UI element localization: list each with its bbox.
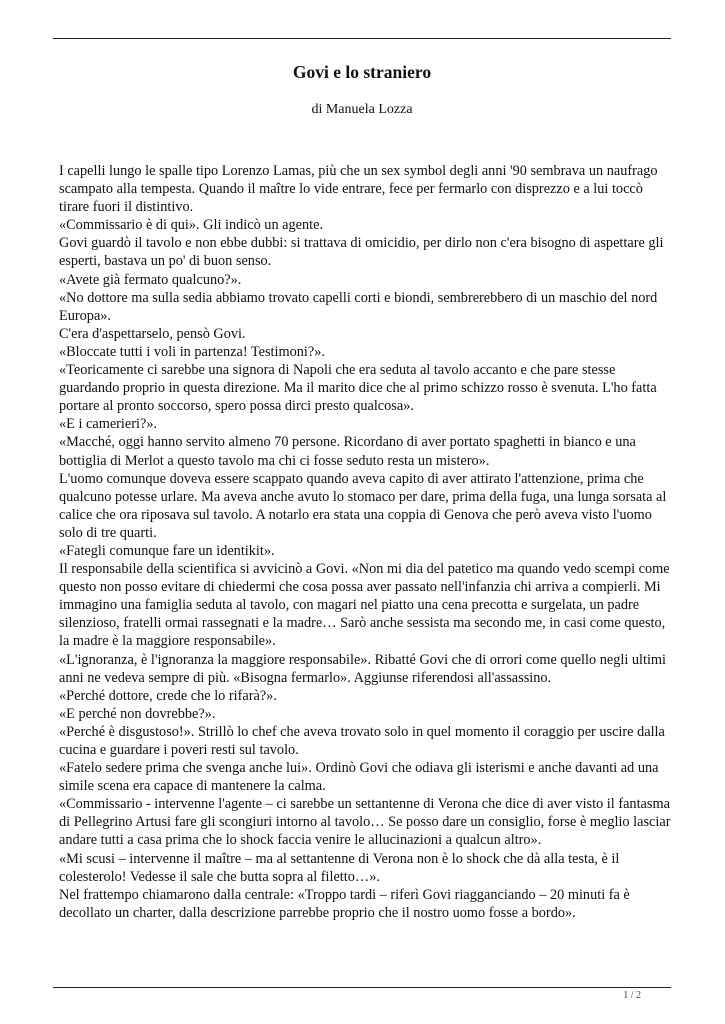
author-byline: di Manuela Lozza xyxy=(311,102,413,117)
paragraph: «Commissario è di qui». Gli indicò un agente. xyxy=(59,217,324,234)
paragraph: «No dottore ma sulla sedia abbiamo trovato capelli corti e biondi, sembrerebbero di un maschio del nord Europa». xyxy=(59,289,658,324)
page-number: 1 / 2 xyxy=(623,990,641,1001)
story-body xyxy=(59,162,671,922)
paragraph: «L'ignoranza, è l'ignoranza la maggiore responsabile». Ribatté Govi che di orrori come quello negli ultimi anni ne vedeva sempre di più. «Bisogna fermarlo». Aggiunse riferendosi all'assassino. xyxy=(59,651,667,686)
paragraph: «Bloccate tutti i voli in partenza! Testimoni?». xyxy=(59,343,325,360)
header-rule xyxy=(53,38,671,39)
paragraph: «Perché dottore, crede che lo rifarà?». xyxy=(59,687,277,704)
paragraph: Nel frattempo chiamarono dalla centrale: «Troppo tardi – riferì Govi riagganciando – 20 minuti fa è decollato un charter, dalla descrizione parrebbe proprio che il nostro uomo fosse a bordo». xyxy=(59,886,630,921)
paragraph: «Perché è disgustoso!». Strillò lo chef che aveva trovato solo in quel momento il coraggio per uscire dalla cucina e guardare i poveri resti sul tavolo. xyxy=(59,723,665,758)
paragraph: Govi guardò il tavolo e non ebbe dubbi: si trattava di omicidio, per dirlo non c'era bisogno di aspettare gli esperti, bastava un po' di buon senso. xyxy=(59,235,664,270)
paragraph: L'uomo comunque doveva essere scappato quando aveva capito di aver attirato l'attenzione, prima che qualcuno potesse urlare. Ma aveva anche avuto lo stomaco per dare, prima della fuga, una lunga sorsata al calice che ora riposava sul tavolo. A notarlo era stata una coppia di Genova che però aveva visto l'uomo solo di tre quarti. xyxy=(59,470,667,541)
paragraph: «E perché non dovrebbe?». xyxy=(59,705,216,722)
document-title: Govi e lo straniero xyxy=(292,62,432,82)
paragraph: «Macché, oggi hanno servito almeno 70 persone. Ricordano di aver portato spaghetti in bianco e una bottiglia di Merlot a questo tavolo ma chi ci fosse seduto resta un mistero». xyxy=(59,434,636,469)
paragraph: «Commissario - intervenne l'agente – ci sarebbe un settantenne di Verona che dice di aver visto il fantasma di Pellegrino Artusi fare gli scongiuri intorno al tavolo… Se posso dare un consiglio, forse è meglio lasciar andare tutti a casa prima che lo shock faccia venire le allucinazioni a qualcun altro». xyxy=(59,796,671,849)
paragraph: «Avete già fermato qualcuno?». xyxy=(59,271,242,288)
paragraph: «E i camerieri?». xyxy=(59,416,158,433)
paragraph: «Mi scusi – intervenne il maître – ma al settantenne di Verona non è lo shock che dà alla testa, è il colesterolo! Vedesse il sale che butta sopra al filetto…». xyxy=(59,850,620,885)
paragraph: I capelli lungo le spalle tipo Lorenzo Lamas, più che un sex symbol degli anni '90 sembrava un naufrago scampato alla tempesta. Quando il maître lo vide entrare, fece per fermarlo con disprezzo e a lui toccò tirare fuori il distintivo. xyxy=(59,163,658,216)
footer-rule xyxy=(53,987,671,988)
paragraph: Il responsabile della scientifica si avvicinò a Govi. «Non mi dia del patetico ma quando vedo scempi come questo non posso evitare di chiedermi che cosa possa aver passato nell'infanzia chi arriva a compierli. Mi immagino una famiglia seduta al tavolo, con magari nel piatto una cena precotta e surgelata, un padre silenzioso, fratelli ormai rassegnati e la madre… Sarò anche sessista ma secondo me, in casi come questo, la madre è la maggiore responsabile». xyxy=(59,561,670,650)
paragraph: «Fategli comunque fare un identikit». xyxy=(59,542,275,559)
paragraph: «Fatelo sedere prima che svenga anche lui». Ordinò Govi che odiava gli isterismi e anche davanti ad una simile scena era capace di mantenere la calma. xyxy=(59,760,659,795)
paragraph: «Teoricamente ci sarebbe una signora di Napoli che era seduta al tavolo accanto e che pare stesse guardando proprio in questa direzione. Ma il marito dice che al primo schizzo rosso è svenuta. L'ho fatta portare al pronto soccorso, spero possa dirci presto qualcosa». xyxy=(59,362,657,415)
paragraph: C'era d'aspettarselo, pensò Govi. xyxy=(59,325,246,342)
